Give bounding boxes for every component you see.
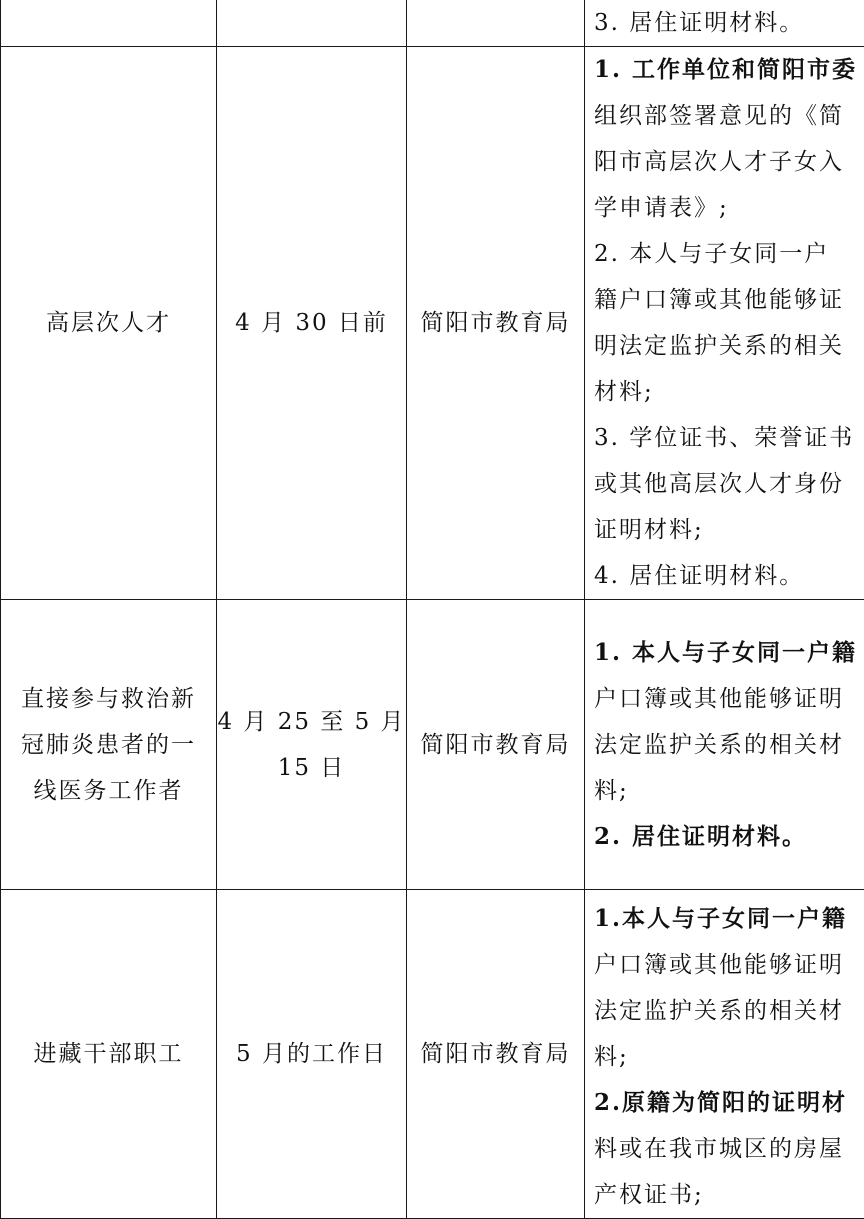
material-line: 3. 学位证书、荣誉证书 [594, 415, 858, 461]
department-text: 简阳市教育局 [421, 310, 571, 336]
category-text: 进藏干部职工 [34, 1041, 184, 1067]
material-line: 料; [594, 1034, 858, 1080]
material-line: 1. 工作单位和简阳市委 [594, 47, 858, 93]
materials-cell [585, 47, 864, 600]
material-line: 或其他高层次人才身份 [594, 461, 858, 507]
table-row [1, 600, 864, 890]
time-text: 4 月 30 日前 [235, 310, 388, 336]
material-line: 4. 居住证明材料。 [594, 553, 858, 599]
category-cell [1, 47, 217, 600]
category-line: 线医务工作者 [1, 768, 216, 814]
material-line: 料; [594, 768, 858, 814]
department-cell [407, 47, 585, 600]
material-line: 3. 居住证明材料。 [594, 0, 858, 46]
category-line: 直接参与救治新 [1, 676, 216, 722]
department-cell [407, 0, 585, 47]
material-line: 1.本人与子女同一户籍 [594, 896, 858, 942]
time-cell [217, 47, 407, 600]
material-line: 证明材料; [594, 507, 858, 553]
material-line: 2. 本人与子女同一户 [594, 231, 858, 277]
department-cell [407, 600, 585, 890]
time-cell [217, 890, 407, 1219]
category-text: 高层次人才 [46, 310, 171, 336]
material-line: 2.原籍为简阳的证明材 [594, 1080, 858, 1126]
materials-cell [585, 890, 864, 1219]
material-line: 料或在我市城区的房屋 [594, 1126, 858, 1172]
department-text: 简阳市教育局 [421, 1041, 571, 1067]
time-line: 15 日 [217, 745, 406, 791]
material-line: 1. 本人与子女同一户籍 [594, 630, 858, 676]
table-row [1, 47, 864, 600]
time-line: 4 月 25 至 5 月 [217, 699, 406, 745]
time-text: 5 月的工作日 [236, 1041, 387, 1067]
material-line: 阳市高层次人才子女入 [594, 139, 858, 185]
table-row [1, 0, 864, 47]
material-line: 籍户口簿或其他能够证 [594, 277, 858, 323]
category-cell [1, 0, 217, 47]
time-cell [217, 0, 407, 47]
material-line: 产权证书; [594, 1172, 858, 1218]
material-line: 法定监护关系的相关材 [594, 988, 858, 1034]
table-row [1, 890, 864, 1219]
department-cell [407, 890, 585, 1219]
department-text: 简阳市教育局 [421, 732, 571, 758]
material-line: 户口簿或其他能够证明 [594, 676, 858, 722]
material-line: 材料; [594, 369, 858, 415]
material-line: 学申请表》; [594, 185, 858, 231]
materials-cell [585, 0, 864, 47]
material-line: 2. 居住证明材料。 [594, 814, 858, 860]
category-cell [1, 600, 217, 890]
material-line: 法定监护关系的相关材 [594, 722, 858, 768]
category-cell [1, 890, 217, 1219]
materials-cell [585, 600, 864, 890]
time-cell [217, 600, 407, 890]
material-line: 明法定监护关系的相关 [594, 323, 858, 369]
category-line: 冠肺炎患者的一 [1, 722, 216, 768]
material-line: 户口簿或其他能够证明 [594, 942, 858, 988]
material-line: 组织部签署意见的《简 [594, 93, 858, 139]
